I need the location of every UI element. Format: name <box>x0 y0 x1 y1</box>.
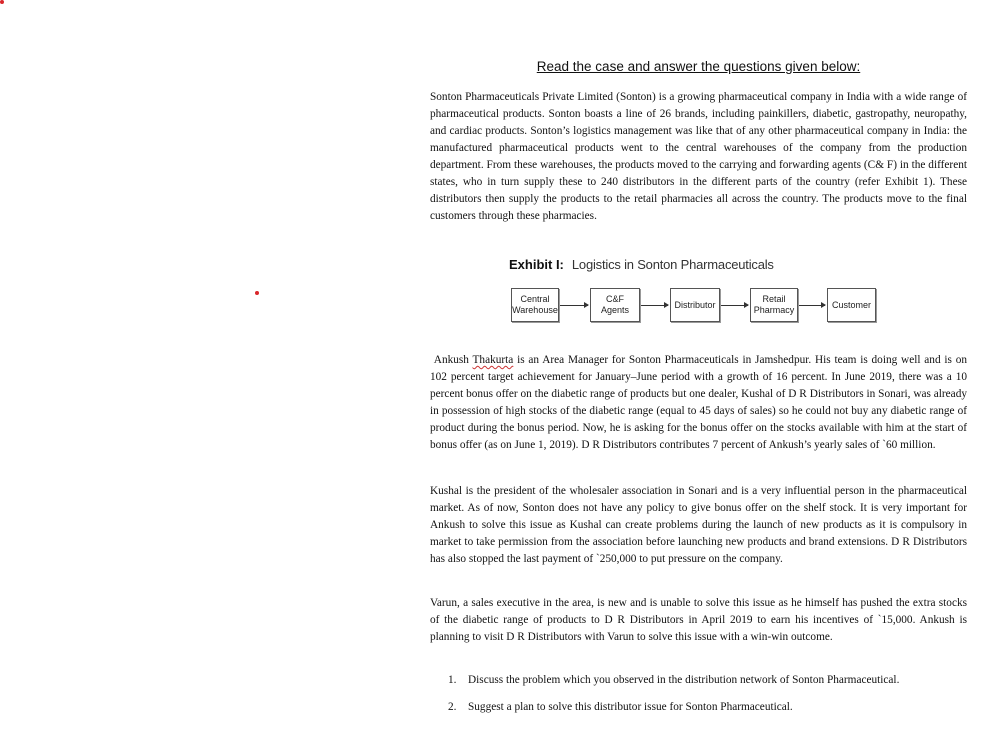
flow-box-distributor: Distributor <box>670 288 720 322</box>
page-heading: Read the case and answer the questions given below: <box>536 59 861 74</box>
exhibit-title <box>509 257 774 272</box>
exhibit-label: Exhibit I: <box>509 257 564 272</box>
question-text: Discuss the problem which you observed in the distribution network of Sonton Pharmaceutical. <box>468 674 900 686</box>
flow-arrow <box>641 305 668 306</box>
flow-box-cf-agents: C&F Agents <box>590 288 640 322</box>
case-paragraph-varun: Varun, a sales executive in the area, is new and is unable to solve this issue as he himself has pushed the extra stocks of the diabetic range of products to D R Distributors in April 2019 to earn his incentives of `15,000. Ankush is planning to visit D R Distributors with Varun to solve this issue with a win-win outcome. <box>430 597 967 643</box>
para2-pre: Ankush <box>433 354 473 366</box>
question-item <box>440 674 899 686</box>
question-number: 1. <box>448 674 457 686</box>
para2-post: is an Area Manager for Sonton Pharmaceuticals in Jamshedpur. His team is doing well and is on 102 percent target achievement for January–June period with a growth of 16 percent. In June 2019, there was a 10 percent bonus offer on the diabetic range of products but one dealer, Kushal of D R Distributors in Sonari, was already in possession of high stocks of the diabetic range (equal to 45 days of sales) so he could not buy any diabetic range of product during the bonus period. Now, he is asking for the bonus offer on the stocks available with him at the start of bonus offer (as on June 1, 2019). D R Distributors contributes 7 percent of Ankush’s yearly sales of `60 million. <box>430 354 967 451</box>
flow-arrow <box>799 305 825 306</box>
case-paragraph-ankush <box>430 352 967 454</box>
case-paragraph-kushal: Kushal is the president of the wholesaler association in Sonari and is a very influential person in the pharmaceutical market. As of now, Sonton does not have any policy to give bonus offer on the shelf stock. It is very important for Ankush to solve this issue as Kushal can create problems during the launch of new products as it is compulsory in market to take permission from the association before launching new products and brand extensions. D R Distributors has also stopped the last payment of `250,000 to put pressure on the company. <box>430 485 967 565</box>
question-text: Suggest a plan to solve this distributor issue for Sonton Pharmaceutical. <box>468 701 793 713</box>
flow-box-central-warehouse: Central Warehouse <box>511 288 559 322</box>
flow-arrow <box>560 305 588 306</box>
red-dot-marker <box>0 0 4 4</box>
red-dot-marker <box>255 291 259 295</box>
case-paragraph-intro: Sonton Pharmaceuticals Private Limited (Sonton) is a growing pharmaceutical company in India with a wide range of pharmaceutical products. Sonton boasts a line of 26 brands, including painkillers, diabetic, gastropathy, neuropathy, and cardiac products. Sonton’s logistics management was like that of any other pharmaceutical company in India: the manufactured pharmaceutical products went to the central warehouses of the company from the production department. From these warehouses, the products moved to the carrying and forwarding agents (C& F) in the different states, who in turn supply these to 240 distributors in the different parts of the country (refer Exhibit 1). These distributors then supply the products to the retail pharmacies all across the country. The products move to the final customers through these pharmacies. <box>430 91 967 222</box>
question-item <box>440 701 793 713</box>
flow-box-retail-pharmacy: Retail Pharmacy <box>750 288 798 322</box>
misspelled-name: Thakurta <box>472 354 514 366</box>
flow-arrow <box>721 305 748 306</box>
exhibit-caption: Logistics in Sonton Pharmaceuticals <box>571 257 774 272</box>
question-number: 2. <box>448 701 457 713</box>
flow-box-customer: Customer <box>827 288 876 322</box>
